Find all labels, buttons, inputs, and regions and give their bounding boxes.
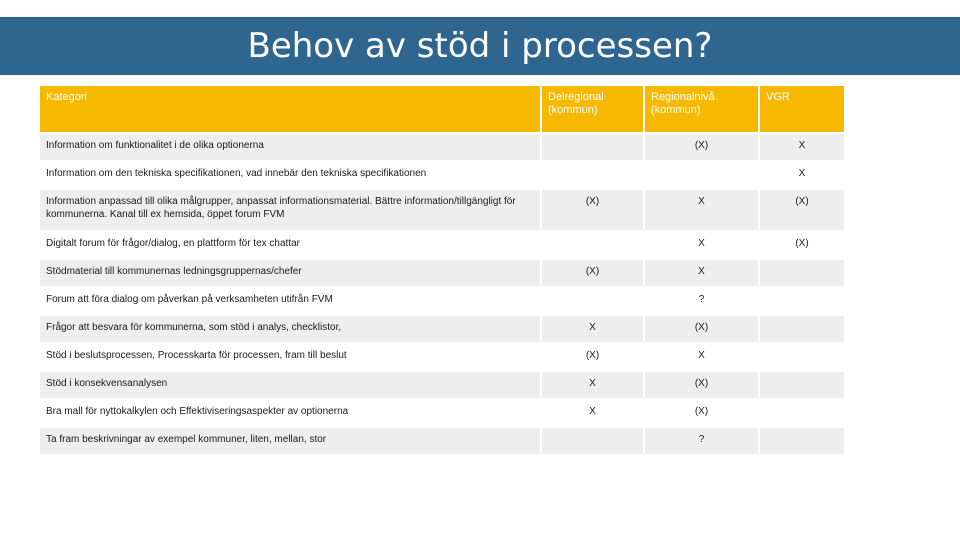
table-row: [40, 400, 844, 426]
row-label: Bra mall för nyttokalkylen och Effektiviseringsaspekter av optionerna: [40, 400, 540, 426]
row-label: Ta fram beskrivningar av exempel kommuner, liten, mellan, stor: [40, 428, 540, 454]
cell-vgr: [760, 288, 844, 314]
cell-vgr: X: [760, 162, 844, 188]
cell-vgr: [760, 260, 844, 286]
table-row: [40, 316, 844, 342]
cell-regionalniva: X: [645, 232, 758, 258]
cell-regionalniva: X: [645, 260, 758, 286]
cell-delregional: [542, 428, 643, 454]
cell-regionalniva: (X): [645, 372, 758, 398]
cell-vgr: (X): [760, 190, 844, 230]
cell-vgr: [760, 316, 844, 342]
cell-regionalniva: (X): [645, 134, 758, 160]
cell-delregional: [542, 162, 643, 188]
cell-regionalniva: (X): [645, 316, 758, 342]
cell-vgr: [760, 428, 844, 454]
header-delregional: Delregional (kommun): [542, 86, 643, 132]
row-label: Stöd i beslutsprocessen, Processkarta för processen, fram till beslut: [40, 344, 540, 370]
table-row: [40, 134, 844, 160]
cell-delregional: X: [542, 316, 643, 342]
cell-vgr: X: [760, 134, 844, 160]
row-label: Stödmaterial till kommunernas ledningsgruppernas/chefer: [40, 260, 540, 286]
cell-delregional: [542, 134, 643, 160]
cell-regionalniva: X: [645, 344, 758, 370]
header-kategori: Kategori: [40, 86, 540, 132]
row-label: Information anpassad till olika målgrupper, anpassat informationsmaterial. Bättre information/tillgängligt för kommunerna. Kanal till ex hemsida, öppet forum FVM: [40, 190, 540, 230]
row-label: Frågor att besvara för kommunerna, som stöd i analys, checklistor,: [40, 316, 540, 342]
cell-vgr: [760, 344, 844, 370]
row-label: Information om funktionalitet i de olika optionerna: [40, 134, 540, 160]
support-needs-table: [38, 84, 846, 456]
cell-delregional: [542, 232, 643, 258]
cell-delregional: (X): [542, 190, 643, 230]
cell-regionalniva: [645, 162, 758, 188]
cell-regionalniva: X: [645, 190, 758, 230]
table-row: [40, 372, 844, 398]
table-row: [40, 232, 844, 258]
slide-title: Behov av stöd i processen?: [247, 26, 713, 66]
row-label: Digitalt forum för frågor/dialog, en plattform för tex chattar: [40, 232, 540, 258]
table-row: [40, 260, 844, 286]
table-row: [40, 190, 844, 230]
header-vgr: VGR: [760, 86, 844, 132]
cell-regionalniva: ?: [645, 288, 758, 314]
header-regionalniva: Regionalnivå (kommun): [645, 86, 758, 132]
cell-regionalniva: (X): [645, 400, 758, 426]
cell-regionalniva: ?: [645, 428, 758, 454]
row-label: Forum att föra dialog om påverkan på verksamheten utifrån FVM: [40, 288, 540, 314]
row-label: Information om den tekniska specifikationen, vad innebär den tekniska specifikationen: [40, 162, 540, 188]
cell-delregional: (X): [542, 260, 643, 286]
row-label: Stöd i konsekvensanalysen: [40, 372, 540, 398]
cell-delregional: X: [542, 372, 643, 398]
table-row: [40, 162, 844, 188]
table-header-row: [40, 86, 844, 132]
cell-vgr: [760, 400, 844, 426]
cell-delregional: X: [542, 400, 643, 426]
cell-delregional: [542, 288, 643, 314]
cell-vgr: (X): [760, 232, 844, 258]
cell-delregional: (X): [542, 344, 643, 370]
cell-vgr: [760, 372, 844, 398]
table-row: [40, 344, 844, 370]
title-bar: [0, 17, 960, 75]
table-row: [40, 288, 844, 314]
table-row: [40, 428, 844, 454]
